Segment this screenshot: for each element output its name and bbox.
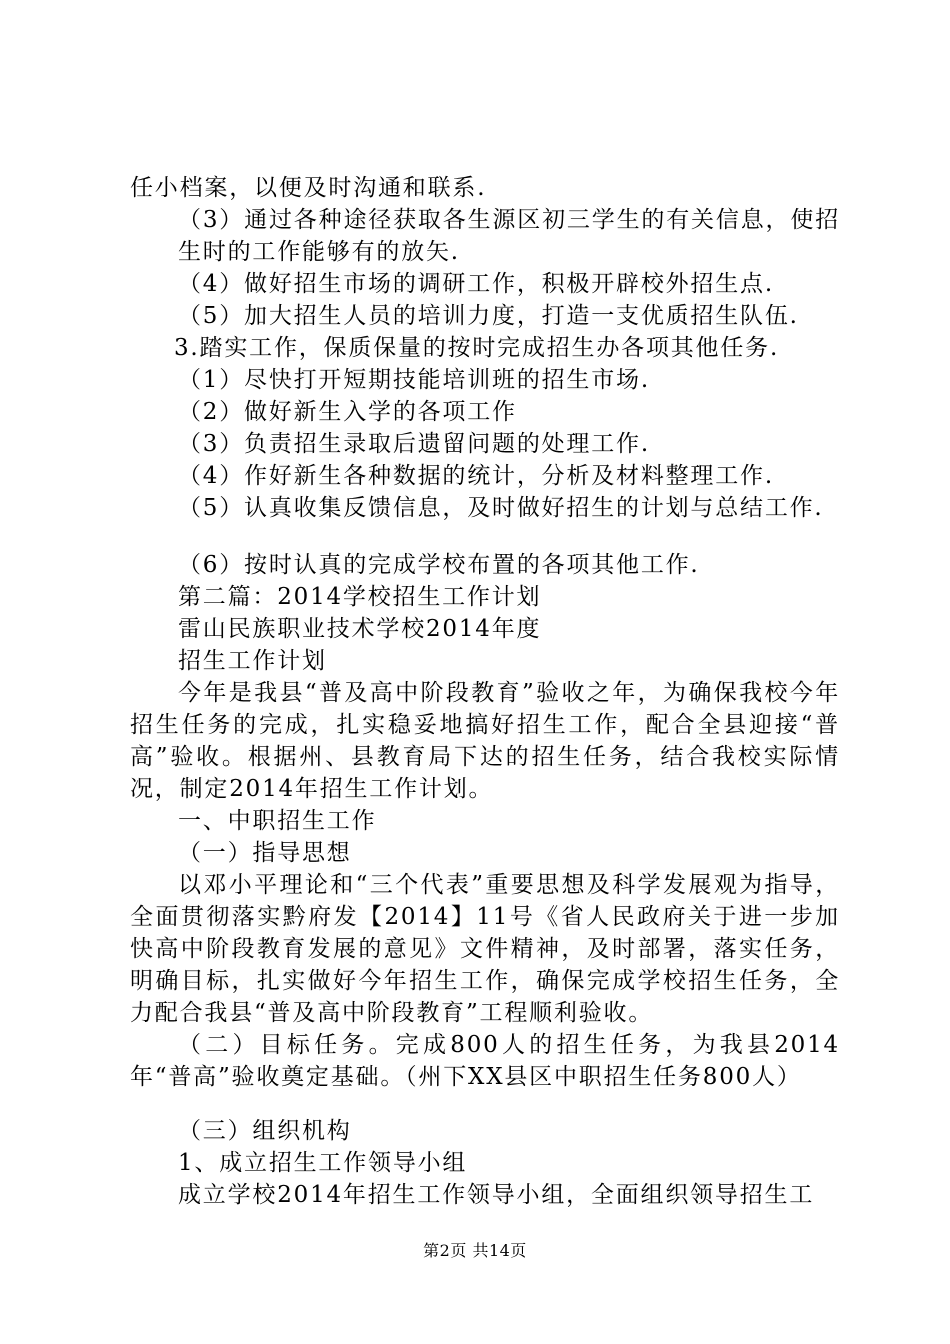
task-item-5: （5）认真收集反馈信息，及时做好招生的计划与总结工作. — [178, 495, 824, 521]
organization-paragraph: 成立学校2014年招生工作领导小组，全面组织领导招生工 — [178, 1182, 815, 1208]
organization-item-1: 1、成立招生工作领导小组 — [178, 1150, 468, 1176]
chapter-title: 第二篇：2014学校招生工作计划 — [178, 584, 542, 610]
task-item-6: （6）按时认真的完成学校布置的各项其他工作. — [178, 552, 700, 578]
task-item-2: （2）做好新生入学的各项工作 — [178, 399, 517, 425]
task-item-3: （3）负责招生录取后遗留问题的处理工作. — [178, 431, 650, 457]
subsection-guiding-ideas: （一）指导思想 — [178, 840, 352, 866]
list-item-5: （5）加大招生人员的培训力度，打造一支优质招生队伍. — [178, 303, 799, 329]
document-body — [130, 172, 840, 1211]
page-footer: 第2页 共14页 — [423, 1241, 527, 1260]
section-heading-1: 一、中职招生工作 — [178, 808, 377, 834]
subsection-organization: （三）组织机构 — [178, 1118, 352, 1144]
list-item-4: （4）做好招生市场的调研工作，积极开辟校外招生点. — [178, 271, 774, 297]
school-title: 雷山民族职业技术学校2014年度 — [178, 616, 542, 642]
task-item-1: （1）尽快打开短期技能培训班的招生市场. — [178, 367, 650, 393]
target-task-paragraph: （二）目标任务。完成800人的招生任务，为我县2014年“普高”验收奠定基础。（州下XX县区中职招生任务800人） — [130, 1032, 840, 1090]
section-heading-3: 3.踏实工作，保质保量的按时完成招生办各项其他任务. — [174, 335, 780, 361]
list-item-3: （3）通过各种途径获取各生源区初三学生的有关信息，使招生时的工作能够有的放矢. — [178, 207, 840, 265]
plan-title: 招生工作计划 — [178, 648, 327, 674]
paragraph-continuation: 任小档案，以便及时沟通和联系. — [130, 175, 487, 201]
intro-paragraph: 今年是我县“普及高中阶段教育”验收之年，为确保我校今年招生任务的完成，扎实稳妥地搞好招生工作，配合全县迎接“普高”验收。根据州、县教育局下达的招生任务，结合我校实际情况，制定2014年招生工作计划。 — [130, 680, 840, 802]
task-item-4: （4）作好新生各种数据的统计，分析及材料整理工作. — [178, 463, 774, 489]
guiding-ideas-paragraph: 以邓小平理论和“三个代表”重要思想及科学发展观为指导，全面贯彻落实黔府发【2014】11号《省人民政府关于进一步加快高中阶段教育发展的意见》文件精神，及时部署，落实任务，明确目标，扎实做好今年招生工作，确保完成学校招生任务，全力配合我县“普及高中阶段教育”工程顺利验收。 — [130, 872, 840, 1026]
